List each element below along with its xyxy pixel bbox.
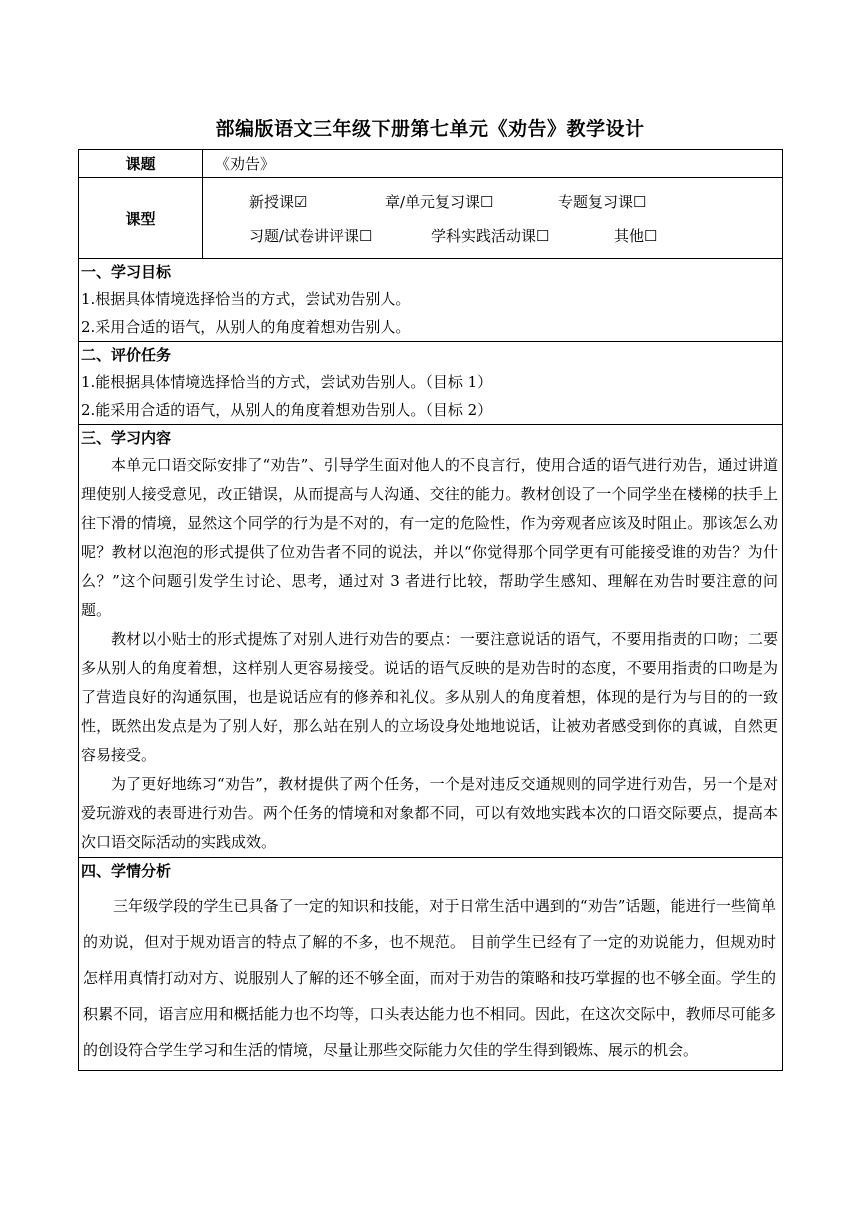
lesson-type-options [203,178,783,259]
goals-section [79,259,783,342]
lesson-type-row-2 [203,218,782,252]
document-title: 部编版语文三年级下册第七单元《劝告》教学设计 [215,118,645,140]
topic-value: 《劝告》 [203,150,783,178]
content-heading: 三、学习内容 [81,429,172,447]
goals-heading: 一、学习目标 [81,263,172,281]
lesson-type-practice: 学科实践活动课☐ [431,226,550,245]
content-section [79,425,783,858]
content-paragraph: 教材以小贴士的形式提炼了对别人进行劝告的要点：一要注意说话的语气，不要用指责的口吻；二要多从别人的角度着想，这样别人更容易接受。说话的语气反映的是劝告时的态度，不要用指责的口吻是为了营造良好的沟通氛围，也是说话应有的修养和礼仪。多从别人的角度着想，体现的是行为与目的的一致性，既然出发点是为了别人好，那么站在别人的立场设身处地地说话，让被劝者感受到你的真诚，自然更容易接受。 [81,630,778,764]
lesson-type-label: 课型 [79,178,203,259]
evaluation-section [79,342,783,425]
analysis-paragraph: 三年级学段的学生已具备了一定的知识和技能，对于日常生活中遇到的“劝告”话题，能进行一些简单的劝说，但对于规劝语言的特点了解的不多，也不规范。 目前学生已经有了一定的劝说能力，但规劝时怎样用真情打动对方、说服别人了解的还不够全面，而对于劝告的策略和技巧掌握的也不够全面。学生的积累不同，语言应用和概括能力也不均等，口头表达能力也不相同。因此，在这次交际中，教师尽可能多的创设符合学生学习和生活的情境，尽量让那些交际能力欠佳的学生得到锻炼、展示的机会。 [83,897,776,1059]
analysis-section [79,858,783,1071]
lesson-type-unit-review: 章/单元复习课☐ [385,192,494,211]
evaluation-item: 1.能根据具体情境选择恰当的方式，尝试劝告别人。（目标 1） [81,373,493,391]
content-paragraph: 为了更好地练习“劝告”，教材提供了两个任务，一个是对违反交通规则的同学进行劝告，另一个是对爱玩游戏的表哥进行劝告。两个任务的情境和对象都不同，可以有效地实践本次的口语交际要点，提高本次口语交际活动的实践成效。 [81,775,778,851]
evaluation-item: 2.能采用合适的语气，从别人的角度着想劝告别人。（目标 2） [81,401,493,419]
lesson-type-new: 新授课☑ [249,192,308,211]
lesson-type-other: 其他☐ [614,226,658,245]
analysis-heading: 四、学情分析 [81,862,172,880]
lesson-type-exercise: 习题/试卷讲评课☐ [249,226,373,245]
goal-item: 2.采用合适的语气，从别人的角度着想劝告别人。 [81,318,411,336]
topic-label: 课题 [79,150,203,178]
content-paragraph: 本单元口语交际安排了“劝告”、引导学生面对他人的不良言行，使用合适的语气进行劝告，通过讲道理使别人接受意见，改正错误，从而提高与人沟通、交往的能力。教材创设了一个同学坐在楼梯的扶手上往下滑的情境，显然这个同学的行为是不对的，有一定的危险性，作为旁观者应该及时阻止。那该怎么劝呢？教材以泡泡的形式提供了位劝告者不同的说法，并以“你觉得那个同学更有可能接受谁的劝告？为什么？”这个问题引发学生讨论、思考，通过对 3 者进行比较，帮助学生感知、理解在劝告时要注意的问题。 [81,456,778,619]
evaluation-heading: 二、评价任务 [81,346,172,364]
lesson-plan-table [78,149,783,1071]
goal-item: 1.根据具体情境选择恰当的方式，尝试劝告别人。 [81,290,411,308]
lesson-type-topic-review: 专题复习课☐ [558,192,647,211]
lesson-type-row-1 [203,184,782,218]
